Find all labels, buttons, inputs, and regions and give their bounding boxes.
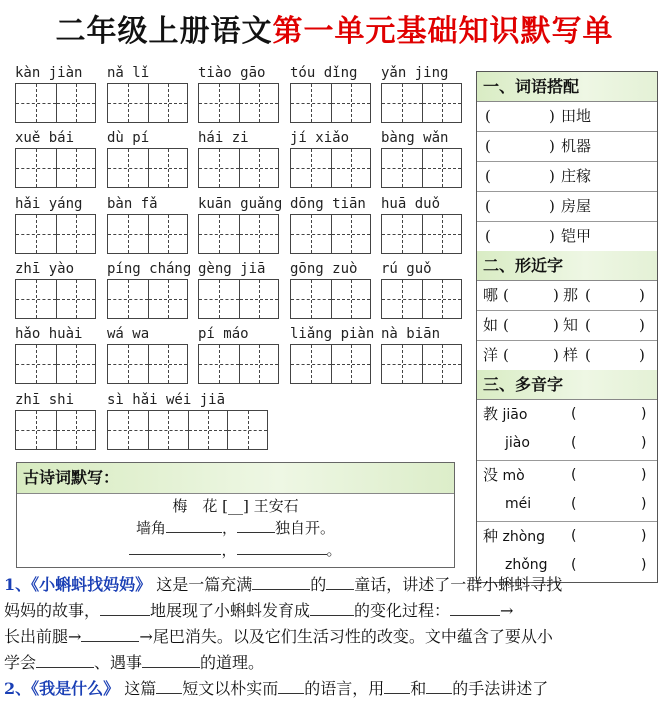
answer-blank[interactable]: [384, 679, 410, 694]
matching-word: 机器: [561, 137, 592, 155]
writing-cell[interactable]: [239, 149, 279, 187]
writing-cell[interactable]: [422, 345, 462, 383]
pinyin-label: liǎng piàn: [290, 326, 375, 342]
right-exercise-table: [476, 71, 658, 583]
pinyin-label: zhī yào: [15, 261, 75, 277]
answer-blank[interactable]: [156, 679, 182, 694]
pinyin-label: huā duǒ: [381, 196, 441, 212]
title-unit: 第一单元基础知识默写单: [272, 14, 614, 49]
pinyin-label: píng cháng: [107, 261, 192, 277]
pinyin-label: wá wa: [107, 326, 150, 342]
tianzige-writing-grid[interactable]: [290, 83, 371, 123]
writing-cell[interactable]: [16, 215, 56, 253]
matching-word: 房屋: [561, 197, 592, 215]
writing-cell[interactable]: [108, 84, 148, 122]
tianzige-writing-grid[interactable]: [198, 214, 279, 254]
pinyin-reading: zhǒng: [505, 557, 548, 573]
open-paren: (: [485, 167, 491, 185]
poem-title-line: 梅 花 [__] 王安石: [172, 497, 299, 515]
tianzige-writing-grid[interactable]: [107, 83, 188, 123]
question-1-line-3: 长出前腿→ →尾巴消失。以及它们生活习性的改变。文中蕴含了要从小: [4, 627, 553, 646]
polyphone-reading-row[interactable]: 种 zhòng ( ): [483, 527, 647, 545]
tianzige-writing-grid[interactable]: [381, 83, 462, 123]
matching-word: 田地: [561, 107, 592, 125]
writing-cell[interactable]: [148, 84, 188, 122]
writing-cell[interactable]: [199, 280, 239, 318]
pinyin-label: gèng jiā: [198, 261, 266, 277]
writing-cell[interactable]: [382, 345, 422, 383]
writing-cell[interactable]: [199, 215, 239, 253]
pinyin-label: dù pí: [107, 130, 150, 146]
writing-cell[interactable]: [56, 411, 96, 449]
pinyin-reading: jiāo: [502, 407, 528, 423]
polyphone-char: 教: [483, 405, 499, 423]
tianzige-writing-grid[interactable]: [15, 214, 96, 254]
pinyin-label: nà biān: [381, 326, 441, 342]
poem-heading: 古诗词默写：: [17, 463, 454, 494]
tianzige-writing-grid[interactable]: [290, 344, 371, 384]
writing-cell[interactable]: [239, 215, 279, 253]
poem-blank[interactable]: [166, 518, 222, 533]
word-matching-row[interactable]: [477, 132, 657, 162]
similar-char: 那: [563, 286, 579, 304]
close-paren: ): [549, 197, 555, 215]
word-matching-row[interactable]: [477, 192, 657, 222]
question-2-line-1: 2、《我是什么》 这篇 短文以朴实而 的语言，用 和 的手法讲述了: [4, 679, 549, 698]
writing-cell[interactable]: [422, 215, 462, 253]
writing-cell[interactable]: [382, 149, 422, 187]
tianzige-writing-grid[interactable]: [15, 410, 96, 450]
writing-cell[interactable]: [291, 280, 331, 318]
polyphone-reading-row[interactable]: 教 jiāo ( ): [483, 405, 647, 423]
word-matching-row[interactable]: [477, 102, 657, 132]
matching-word: 铠甲: [561, 227, 592, 245]
pinyin-label: yǎn jing: [381, 65, 449, 81]
close-paren: ): [549, 107, 555, 125]
writing-cell[interactable]: [108, 215, 148, 253]
answer-blank[interactable]: [426, 679, 452, 694]
writing-cell[interactable]: [16, 411, 56, 449]
pinyin-label: gōng zuò: [290, 261, 358, 277]
poem-dictation-box: [16, 462, 455, 568]
polyphone-reading-row[interactable]: zhǒng ( ): [505, 557, 647, 573]
polyphone-char: 种: [483, 527, 499, 545]
writing-cell[interactable]: [108, 280, 148, 318]
section-polyphone-heading: 三、多音字: [477, 370, 657, 400]
writing-cell[interactable]: [291, 345, 331, 383]
close-paren: ): [549, 137, 555, 155]
writing-cell[interactable]: [422, 149, 462, 187]
writing-cell[interactable]: [16, 280, 56, 318]
poem-blank[interactable]: [237, 540, 327, 555]
pinyin-label: kuān guǎng: [198, 196, 283, 212]
similar-char: 洋: [483, 346, 499, 364]
pinyin-label: bàn fǎ: [107, 196, 158, 212]
writing-cell[interactable]: [56, 280, 96, 318]
pinyin-reading: méi: [505, 496, 532, 512]
tianzige-writing-grid[interactable]: [107, 214, 188, 254]
writing-cell[interactable]: [56, 345, 96, 383]
tianzige-writing-grid[interactable]: [107, 148, 188, 188]
pinyin-label: pí máo: [198, 326, 249, 342]
question-2-title: 《我是什么》: [31, 679, 120, 698]
tianzige-writing-grid[interactable]: [381, 214, 462, 254]
answer-blank[interactable]: [36, 653, 94, 668]
answer-blank[interactable]: [278, 679, 304, 694]
tianzige-writing-grid[interactable]: [290, 148, 371, 188]
poem-line-1: 墙角 ， 独自开。: [135, 519, 336, 537]
open-paren: (: [485, 227, 491, 245]
tianzige-writing-grid[interactable]: [15, 279, 96, 319]
writing-cell[interactable]: [148, 280, 188, 318]
tianzige-writing-grid[interactable]: [198, 83, 279, 123]
writing-cell[interactable]: [291, 149, 331, 187]
question-1-title: 《小蝌蚪找妈妈》: [31, 575, 152, 594]
pinyin-reading: jiào: [505, 435, 530, 451]
close-paren: ): [549, 167, 555, 185]
tianzige-writing-grid[interactable]: [107, 279, 188, 319]
writing-cell[interactable]: [16, 345, 56, 383]
section-word-matching-heading: 一、词语搭配: [477, 72, 657, 102]
writing-cell[interactable]: [239, 345, 279, 383]
pinyin-label: tiào gāo: [198, 65, 266, 81]
word-matching-row[interactable]: [477, 162, 657, 192]
polyphone-group: [477, 400, 657, 461]
answer-blank[interactable]: [326, 575, 354, 590]
tianzige-writing-grid[interactable]: [198, 344, 279, 384]
pinyin-label: kàn jiàn: [15, 65, 83, 81]
polyphone-char: 没: [483, 466, 499, 484]
pinyin-label: sì hǎi wéi jiā: [107, 392, 226, 408]
pinyin-label: nǎ lǐ: [107, 65, 150, 81]
writing-cell[interactable]: [16, 84, 56, 122]
tianzige-writing-grid[interactable]: [290, 214, 371, 254]
answer-blank[interactable]: [252, 575, 310, 590]
writing-cell[interactable]: [56, 215, 96, 253]
writing-cell[interactable]: [148, 411, 188, 449]
tianzige-writing-grid[interactable]: [15, 344, 96, 384]
open-paren: (: [485, 137, 491, 155]
writing-cell[interactable]: [108, 345, 148, 383]
writing-cell[interactable]: [422, 84, 462, 122]
pinyin-reading: mò: [502, 468, 525, 484]
writing-cell[interactable]: [382, 215, 422, 253]
writing-cell[interactable]: [16, 149, 56, 187]
similar-char: 如: [483, 316, 499, 334]
similar-char: 知: [563, 316, 579, 334]
polyphone-group: [477, 461, 657, 522]
tianzige-writing-grid[interactable]: [15, 148, 96, 188]
polyphone-reading-row[interactable]: 没 mò ( ): [483, 466, 647, 484]
pinyin-label: xuě bái: [15, 130, 75, 146]
writing-cell[interactable]: [331, 149, 371, 187]
title-grade: 二年级上册语文: [55, 14, 273, 49]
pinyin-label: rú guǒ: [381, 261, 432, 277]
tianzige-writing-grid[interactable]: [15, 83, 96, 123]
writing-cell[interactable]: [108, 411, 148, 449]
pinyin-label: tóu dǐng: [290, 65, 358, 81]
polyphone-reading-row[interactable]: jiào ( ): [505, 435, 647, 451]
writing-cell[interactable]: [331, 345, 371, 383]
similar-chars-row[interactable]: 如 ( ) 知 ( ): [477, 311, 657, 341]
pinyin-label: dōng tiān: [290, 196, 366, 212]
pinyin-label: hǎi yáng: [15, 196, 83, 212]
writing-cell[interactable]: [239, 280, 279, 318]
open-paren: (: [485, 197, 491, 215]
question-1-line-1: 1、《小蝌蚪找妈妈》 这是一篇充满 的 童话，讲述了一群小蝌蚪寻找: [4, 575, 563, 594]
answer-blank[interactable]: [450, 601, 500, 616]
tianzige-writing-grid[interactable]: [381, 344, 462, 384]
poem-blank[interactable]: [129, 540, 221, 555]
writing-cell[interactable]: [227, 411, 267, 449]
pinyin-label: zhī shi: [15, 392, 75, 408]
matching-word: 庄稼: [561, 167, 592, 185]
writing-cell[interactable]: [291, 215, 331, 253]
tianzige-writing-grid[interactable]: [381, 279, 462, 319]
answer-blank[interactable]: [142, 653, 200, 668]
similar-chars-row[interactable]: 哪 ( ) 那 ( ): [477, 281, 657, 311]
writing-cell[interactable]: [291, 84, 331, 122]
similar-chars-row[interactable]: 洋 ( ) 样 ( ): [477, 341, 657, 370]
writing-cell[interactable]: [382, 280, 422, 318]
pinyin-label: bàng wǎn: [381, 130, 449, 146]
writing-cell[interactable]: [148, 345, 188, 383]
writing-cell[interactable]: [382, 84, 422, 122]
tianzige-writing-grid[interactable]: [107, 410, 268, 450]
pinyin-label: hǎo huài: [15, 326, 83, 342]
tianzige-writing-grid[interactable]: [381, 148, 462, 188]
open-paren: (: [485, 107, 491, 125]
poem-line-2: ， 。: [17, 539, 454, 561]
writing-cell[interactable]: [331, 215, 371, 253]
pinyin-reading: zhòng: [502, 529, 546, 545]
pinyin-label: jí xiǎo: [290, 130, 350, 146]
section-similar-chars-heading: 二、形近字: [477, 251, 657, 281]
writing-cell[interactable]: [56, 149, 96, 187]
answer-blank[interactable]: [100, 601, 150, 616]
writing-cell[interactable]: [422, 280, 462, 318]
writing-cell[interactable]: [239, 84, 279, 122]
close-paren: ): [549, 227, 555, 245]
writing-cell[interactable]: [108, 149, 148, 187]
word-matching-row[interactable]: [477, 222, 657, 251]
polyphone-reading-row[interactable]: méi ( ): [505, 496, 647, 512]
answer-blank[interactable]: [81, 627, 139, 642]
writing-cell[interactable]: [148, 149, 188, 187]
question-1-line-4: 学会 、遇事 的道理。: [4, 653, 265, 672]
writing-cell[interactable]: [188, 411, 228, 449]
question-1-line-2: 妈妈的故事， 地展现了小蝌蚪发育成 的变化过程： →: [4, 601, 514, 620]
poem-blank[interactable]: [237, 518, 275, 533]
writing-cell[interactable]: [56, 84, 96, 122]
tianzige-writing-grid[interactable]: [198, 148, 279, 188]
answer-blank[interactable]: [310, 601, 354, 616]
similar-char: 样: [563, 346, 579, 364]
page-title: [0, 12, 669, 52]
tianzige-writing-grid[interactable]: [107, 344, 188, 384]
writing-cell[interactable]: [331, 84, 371, 122]
writing-cell[interactable]: [199, 149, 239, 187]
tianzige-writing-grid[interactable]: [290, 279, 371, 319]
writing-cell[interactable]: [148, 215, 188, 253]
similar-char: 哪: [483, 286, 499, 304]
pinyin-label: hái zi: [198, 130, 249, 146]
writing-cell[interactable]: [199, 84, 239, 122]
writing-cell[interactable]: [331, 280, 371, 318]
tianzige-writing-grid[interactable]: [198, 279, 279, 319]
writing-cell[interactable]: [199, 345, 239, 383]
